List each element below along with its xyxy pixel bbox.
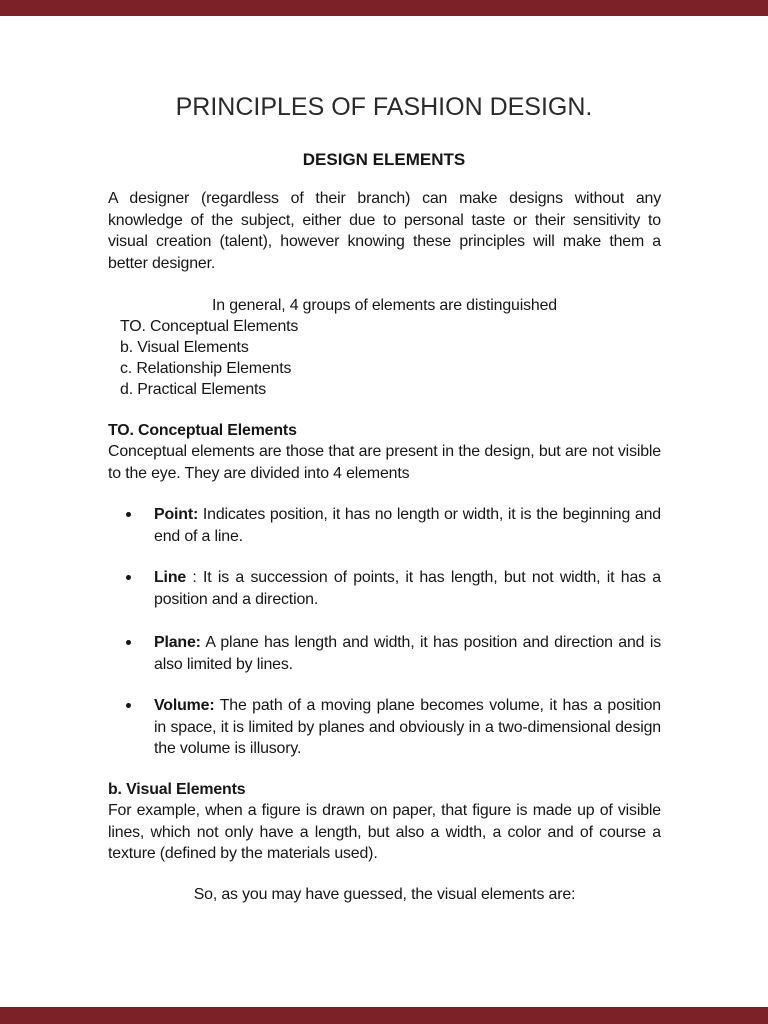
bullet-point [108, 504, 661, 547]
group-item-conceptual: TO. Conceptual Elements [120, 318, 299, 335]
conceptual-paragraph: Conceptual elements are those that are present in the design, but are not visible to the eye. They are divided into 4 elements [108, 443, 661, 482]
bullet-plane [108, 632, 661, 675]
bullet-point-text [154, 504, 661, 547]
visual-paragraph: For example, when a figure is drawn on paper, that figure is made up of visible lines, which not only have a length, but also a width, a color and of course a texture (defined by the materials used). [108, 802, 661, 863]
element-groups-list [108, 316, 661, 400]
viewer-bottom-bar [0, 1007, 768, 1024]
bullet-plane-text [154, 632, 661, 675]
bullet-plane-term: Plane: [154, 634, 201, 651]
bullet-volume-term: Volume: [154, 697, 215, 714]
bullet-volume-text [154, 695, 661, 760]
bullet-volume [108, 695, 661, 760]
groups-intro-line: In general, 4 groups of elements are distinguished [212, 297, 557, 314]
bullet-line-term: Line [154, 569, 187, 586]
bullet-dot-icon [126, 640, 131, 645]
bullet-line-text [154, 567, 661, 610]
bullet-point-desc: Indicates position, it has no length or width, it is the beginning and end of a line. [154, 506, 661, 545]
page-title: PRINCIPLES OF FASHION DESIGN. [175, 93, 593, 121]
intro-paragraph: A designer (regardless of their branch) can make designs without any knowledge of the subject, either due to personal taste or their sensitivity to visual creation (talent), however knowing these principles will make them a better designer. [108, 190, 661, 272]
bullet-line-desc: : It is a succession of points, it has length, but not width, it has a position and a direction. [154, 569, 661, 608]
group-item-practical: d. Practical Elements [120, 381, 267, 398]
group-item-relationship: c. Relationship Elements [120, 360, 292, 377]
visual-outro-line: So, as you may have guessed, the visual elements are: [193, 886, 576, 903]
bullet-volume-desc: The path of a moving plane becomes volume, it has a position in space, it is limited by planes and obviously in a two-dimensional design the volume is illusory. [154, 697, 661, 758]
visual-elements-heading: b. Visual Elements [108, 781, 246, 798]
bullet-dot-icon [126, 512, 131, 517]
section-subtitle: DESIGN ELEMENTS [302, 150, 466, 169]
viewer-top-bar [0, 0, 768, 16]
bullet-line [108, 567, 661, 610]
bullet-dot-icon [126, 703, 131, 708]
bullet-dot-icon [126, 575, 131, 580]
conceptual-elements-heading: TO. Conceptual Elements [108, 422, 297, 439]
bullet-plane-desc: A plane has length and width, it has position and direction and is also limited by lines. [154, 634, 661, 673]
bullet-point-term: Point: [154, 506, 199, 523]
group-item-visual: b. Visual Elements [120, 339, 249, 356]
